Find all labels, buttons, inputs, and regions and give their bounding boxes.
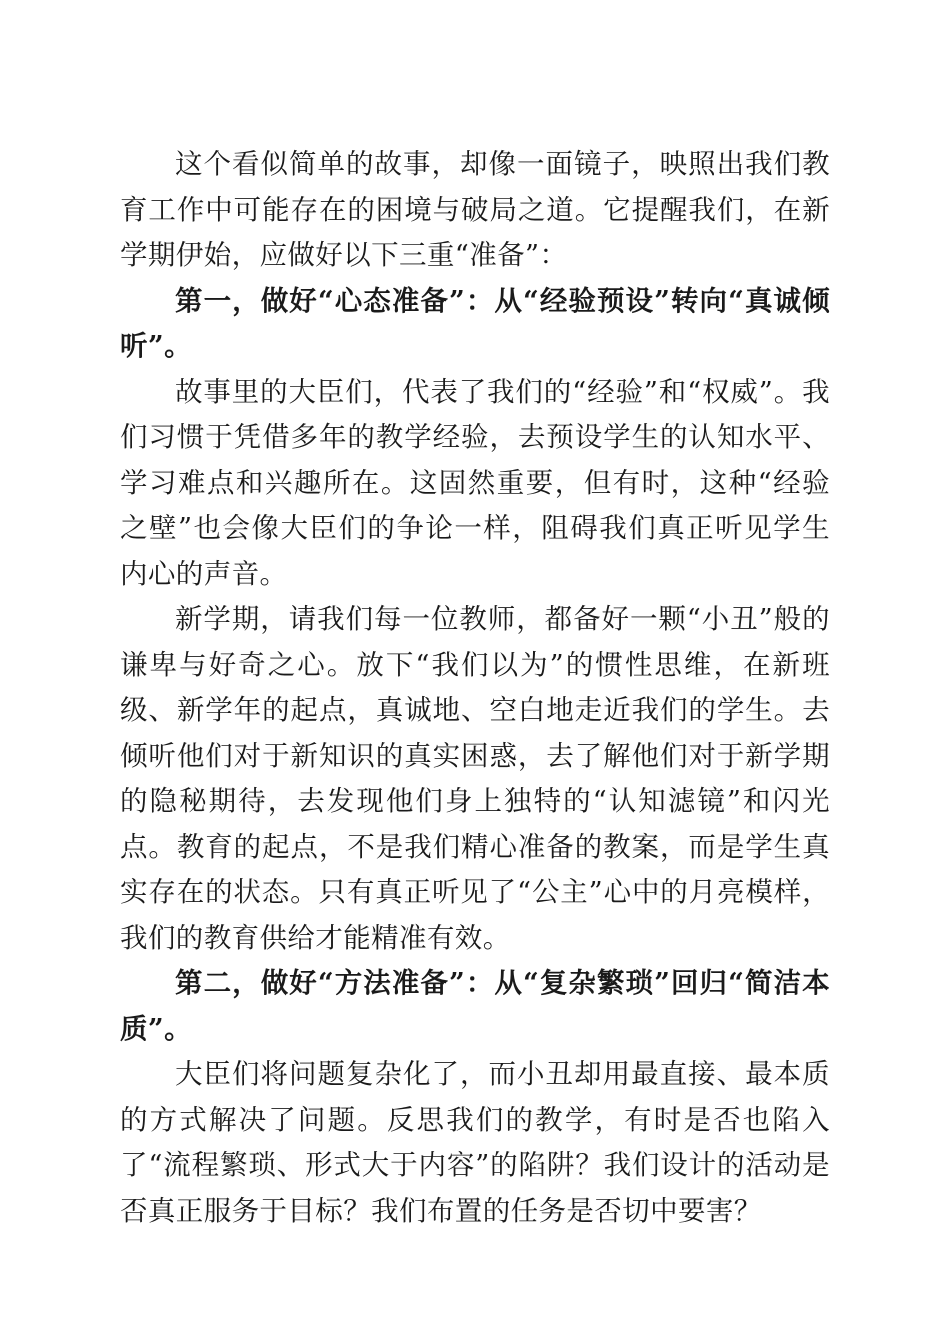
document-body [120,142,830,1234]
section-heading-method: 第二，做好“方法准备”：从“复杂繁琐”回归“简洁本质”。 [120,967,830,1045]
paragraph-new-semester-listening: 新学期，请我们每一位教师，都备好一颗“小丑”般的谦卑与好奇之心。放下“我们以为”的惯性思维，在新班级、新学年的起点，真诚地、空白地走近我们的学生。去倾听他们对于新知识的真实困惑，去了解他们对于新学期的隐秘期待，去发现他们身上独特的“认知滤镜”和闪光点。教育的起点，不是我们精心准备的教案，而是学生真实存在的状态。只有真正听见了“公主”心中的月亮模样，我们的教育供给才能精准有效。 [120,603,830,954]
paragraph-simplicity: 大臣们将问题复杂化了，而小丑却用最直接、最本质的方式解决了问题。反思我们的教学，有时是否也陷入了“流程繁琐、形式大于内容”的陷阱？我们设计的活动是否真正服务于目标？我们布置的任务是否切中要害？ [120,1058,830,1227]
paragraph-intro: 这个看似简单的故事，却像一面镜子，映照出我们教育工作中可能存在的困境与破局之道。它提醒我们，在新学期伊始，应做好以下三重“准备”： [120,148,830,271]
section-heading-mindset: 第一，做好“心态准备”：从“经验预设”转向“真诚倾听”。 [120,284,830,362]
paragraph-ministers-experience: 故事里的大臣们，代表了我们的“经验”和“权威”。我们习惯于凭借多年的教学经验，去预设学生的认知水平、学习难点和兴趣所在。这固然重要，但有时，这种“经验之壁”也会像大臣们的争论一样，阻碍我们真正听见学生内心的声音。 [120,375,830,590]
